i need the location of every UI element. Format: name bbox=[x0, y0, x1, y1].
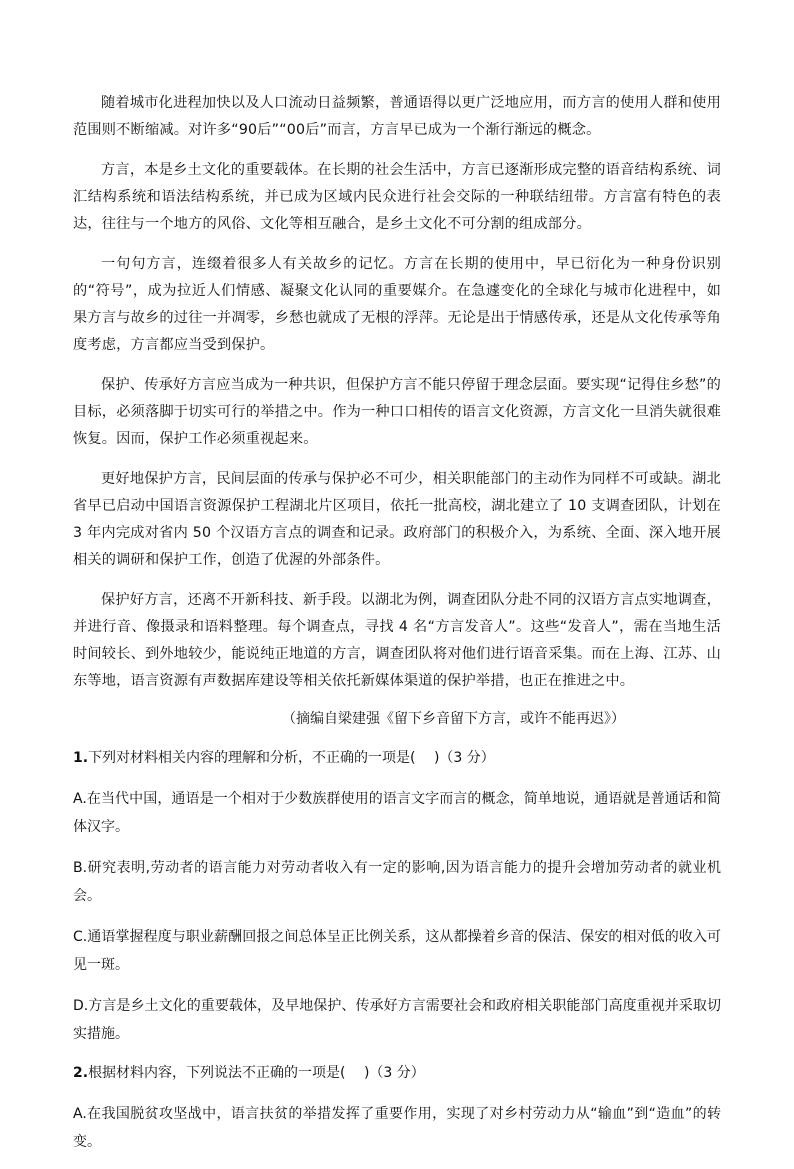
question-number: 2. bbox=[73, 1065, 89, 1081]
question-2-option-a: A.在我国脱贫攻坚战中，语言扶贫的举措发挥了重要作用，实现了对乡村劳动力从“输血”到“造血”的转变。 bbox=[73, 1106, 721, 1150]
passage-paragraph-4: 保护、传承好方言应当成为一种共识，但保护方言不能只停留于理念层面。要实现“记得住乡愁”的目标，必须落脚于切实可行的举措之中。作为一种口口相传的语言文化资源，方言文化一旦消失就很难恢复。因而，保护工作必须重视起来。 bbox=[73, 377, 721, 447]
question-1-stem bbox=[73, 746, 721, 770]
question-1-option-b: B.研究表明,劳动者的语言能力对劳动者收入有一定的影响,因为语言能力的提升会增加劳动者的就业机会。 bbox=[73, 860, 721, 904]
exam-page bbox=[73, 90, 721, 1169]
passage-source: （摘编自梁建强《留下乡音留下方言，或许不能再迟》） bbox=[282, 711, 625, 727]
question-1-option-c: C.通语掌握程度与职业薪酬回报之间总体呈正比例关系，这从都操着乡音的保洁、保安的相对低的收入可见一斑。 bbox=[73, 929, 721, 973]
question-number: 1. bbox=[73, 750, 89, 766]
question-1-option-a: A.在当代中国，通语是一个相对于少数族群使用的语言文字而言的概念，简单地说，通语就是普通话和简体汉字。 bbox=[73, 791, 721, 835]
passage-paragraph-1: 随着城市化进程加快以及人口流动日益频繁，普通语得以更广泛地应用，而方言的使用人群和使用范围则不断缩减。对许多“90后”“00后”而言，方言早已成为一个渐行渐远的概念。 bbox=[73, 95, 721, 138]
question-text: 下列对材料相关内容的理解和分析，不正确的一项是( )（3 分） bbox=[88, 750, 495, 766]
passage-paragraph-6: 保护好方言，还离不开新科技、新手段。以湖北为例，调查团队分赴不同的汉语方言点实地调查，并进行音、像摄录和语料整理。每个调查点，寻找 4 名“方言发音人”。这些“发音人”，需在当地生活时间较长、到外地较少，能说纯正地道的方言，调查团队将对他们进行语音采集。而在上海、江苏、山东等地，语言资源有声数据库建设等相关依托新媒体渠道的保护举措，也正在推进之中。 bbox=[73, 592, 721, 689]
passage-paragraph-2: 方言，本是乡土文化的重要载体。在长期的社会生活中，方言已逐渐形成完整的语音结构系统、词汇结构系统和语法结构系统，并已成为区域内民众进行社会交际的一种联结纽带。方言富有特色的表达，往往与一个地方的风俗、文化等相互融合，是乡土文化不可分割的组成部分。 bbox=[73, 162, 721, 232]
question-text: 根据材料内容，下列说法不正确的一项是( )（3 分） bbox=[88, 1065, 425, 1081]
question-1-option-d: D.方言是乡土文化的重要载体，及早地保护、传承好方言需要社会和政府相关职能部门高度重视并采取切实措施。 bbox=[73, 998, 721, 1042]
passage-paragraph-5: 更好地保护方言，民间层面的传承与保护必不可少，相关职能部门的主动作为同样不可或缺。湖北省早已启动中国语言资源保护工程湖北片区项目，依托一批高校，湖北建立了 10 支调查团队，计划在 3 年内完成对省内 50 个汉语方言点的调查和记录。政府部门的积极介入，为系统、全面、深入地开展相关的调研和保护工作，创造了优渥的外部条件。 bbox=[73, 471, 721, 568]
question-2-stem bbox=[73, 1061, 721, 1085]
passage-paragraph-3: 一句句方言，连缀着很多人有关故乡的记忆。方言在长期的使用中，早已衍化为一种身份识别的“符号”，成为拉近人们情感、凝聚文化认同的重要媒介。在急遽变化的全球化与城市化进程中，如果方言与故乡的过往一并凋零，乡愁也就成了无根的浮萍。无论是出于情感传承，还是从文化传承等角度考虑，方言都应当受到保护。 bbox=[73, 256, 721, 353]
